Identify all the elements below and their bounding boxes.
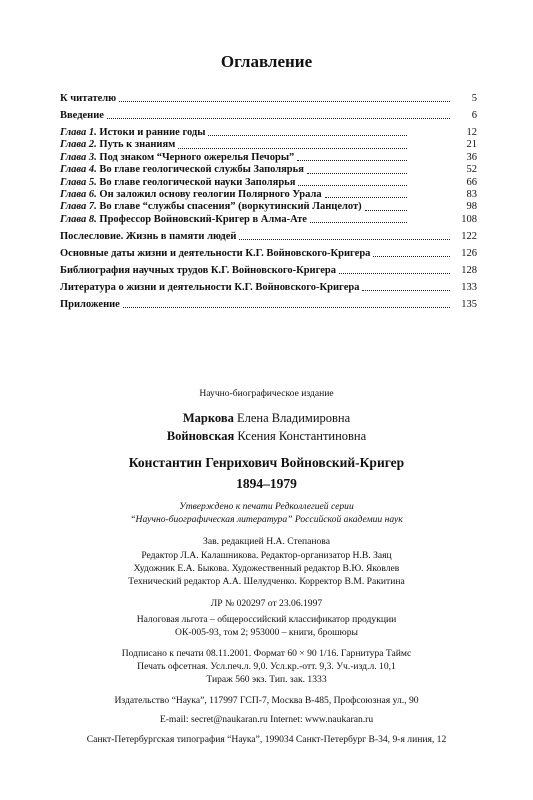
toc-entry-page: 12: [466, 127, 477, 138]
toc-entry-title: К читателю: [60, 93, 117, 104]
toc-leader-dots: [325, 197, 407, 198]
toc-entry-title: Введение: [60, 110, 104, 121]
toc-entry: [60, 189, 477, 201]
toc-entry-title: Глава 8. Профессор Войновский-Кригер в Алма-Ате: [60, 213, 307, 225]
approval-line-2: “Научно-биографическая литература” Российской академии наук: [130, 514, 403, 525]
toc-entry-page: 122: [461, 230, 477, 242]
author-1: Маркова Елена Владимировна: [182, 411, 351, 425]
tax-line-1: Налоговая льгота – общероссийский классификатор продукции: [136, 614, 397, 625]
print-line-1: Подписано к печати 08.11.2001. Формат 60 × 90 1/16. Гарнитура Таймс: [121, 648, 412, 659]
toc-leader-dots: [298, 185, 407, 186]
toc-entry-page: 66: [466, 176, 477, 188]
toc-entry-title: Глава 5. Во главе геологической науки Заполярья: [60, 176, 296, 188]
toc-entry: [60, 139, 477, 151]
toc-entry-title: Глава 7. Во главе “службы спасения” (воркутинский Ланцелот): [60, 201, 362, 213]
toc-entry: [60, 164, 477, 176]
staff-line-1: Зав. редакцией Н.А. Степанова: [203, 536, 330, 547]
author-2: Войновская Ксения Константиновна: [166, 429, 367, 443]
toc-entry-page: 126: [461, 247, 477, 259]
toc-entry: [60, 93, 477, 105]
toc-entry-title: Литература о жизни и деятельности К.Г. Войновского-Кригера: [60, 281, 360, 293]
toc-entry-page: 52: [466, 164, 477, 176]
toc-leader-dots: [239, 239, 450, 240]
toc-leader-dots: [178, 148, 407, 149]
toc-leader-dots: [297, 160, 407, 161]
printer-line: Санкт-Петербургская типография “Наука”, 199034 Санкт-Петербург В-34, 9-я линия, 12: [86, 734, 447, 745]
toc-leader-dots: [123, 307, 450, 308]
toc-leader-dots: [307, 173, 407, 174]
toc-entry-title: Приложение: [60, 298, 120, 310]
toc-entry-title: Глава 4. Во главе геологической службы Заполярья: [60, 164, 304, 176]
staff-line-2: Редактор Л.А. Калашникова. Редактор-организатор Н.В. Заяц: [141, 550, 392, 561]
toc-entry: [60, 110, 477, 122]
toc-entry-page: 5: [471, 93, 477, 104]
toc-entry: [60, 177, 477, 189]
book-title: Константин Генрихович Войновский-Кригер: [128, 455, 405, 470]
toc-entry-title: Глава 3. Под знаком “Черного ожерелья Печоры”: [60, 151, 295, 163]
toc-entry-page: 6: [471, 110, 477, 121]
toc-leader-dots: [208, 135, 407, 136]
tax-line-2: ОК-005-93, том 2; 953000 – книги, брошюры: [175, 627, 358, 638]
toc-leader-dots: [362, 290, 450, 291]
toc-leader-dots: [365, 210, 407, 211]
toc-entry-page: 108: [461, 213, 477, 225]
edition-type: Научно-биографическое издание: [199, 388, 334, 399]
toc-entry: [60, 248, 477, 260]
toc-entry-page: 135: [461, 298, 477, 310]
toc-entry-page: 98: [466, 201, 477, 213]
license-line: ЛР № 020297 от 23.06.1997: [210, 598, 323, 609]
contacts-line: E-mail: secret@naukaran.ru Internet: www.naukaran.ru: [159, 714, 374, 725]
table-of-contents: [60, 93, 477, 311]
toc-leader-dots: [310, 222, 407, 223]
toc-entry-page: 83: [466, 189, 477, 201]
toc-title: Оглавление: [220, 52, 313, 71]
toc-entry: [60, 299, 477, 311]
toc-entry: [60, 127, 477, 139]
toc-entry: [60, 152, 477, 164]
print-line-2: Печать офсетная. Усл.печ.л. 9,0. Усл.кр.-отт. 9,3. Уч.-изд.л. 10,1: [137, 661, 396, 672]
toc-leader-dots: [119, 101, 450, 102]
staff-line-4: Технический редактор А.А. Шелудченко. Корректор В.М. Ракитина: [128, 576, 405, 587]
toc-entry-title: Послесловие. Жизнь в памяти людей: [60, 230, 237, 242]
print-line-3: Тираж 560 экз. Тип. зак. 1333: [206, 674, 327, 685]
toc-entry-title: Глава 6. Он заложил основу геологии Полярного Урала: [60, 189, 322, 201]
toc-leader-dots: [339, 273, 450, 274]
staff-line-3: Художник Е.А. Быкова. Художественный редактор В.Ю. Яковлев: [133, 563, 400, 574]
toc-entry-page: 128: [461, 264, 477, 276]
toc-entry-title: Основные даты жизни и деятельности К.Г. Войновского-Кригера: [60, 247, 371, 259]
toc-leader-dots: [373, 256, 450, 257]
toc-entry: [60, 265, 477, 277]
toc-entry-page: 36: [466, 151, 477, 163]
publisher-line: Издательство “Наука”, 117997 ГСП-7, Москва В-485, Профсоюзная ул., 90: [114, 695, 419, 706]
toc-leader-dots: [107, 118, 450, 119]
toc-entry-title: Библиография научных трудов К.Г. Войновского-Кригера: [60, 264, 336, 276]
toc-entry-title: Глава 1. Истоки и ранние годы: [60, 127, 206, 138]
toc-entry: [60, 214, 477, 226]
book-years: 1894–1979: [236, 476, 297, 491]
toc-entry-page: 133: [461, 281, 477, 293]
toc-entry: [60, 201, 477, 213]
toc-entry: [60, 282, 477, 294]
approval-line-1: Утверждено к печати Редколлегией серии: [179, 501, 354, 512]
toc-entry: [60, 231, 477, 243]
toc-entry-page: 21: [466, 139, 477, 151]
toc-entry-title: Глава 2. Путь к знаниям: [60, 139, 176, 151]
